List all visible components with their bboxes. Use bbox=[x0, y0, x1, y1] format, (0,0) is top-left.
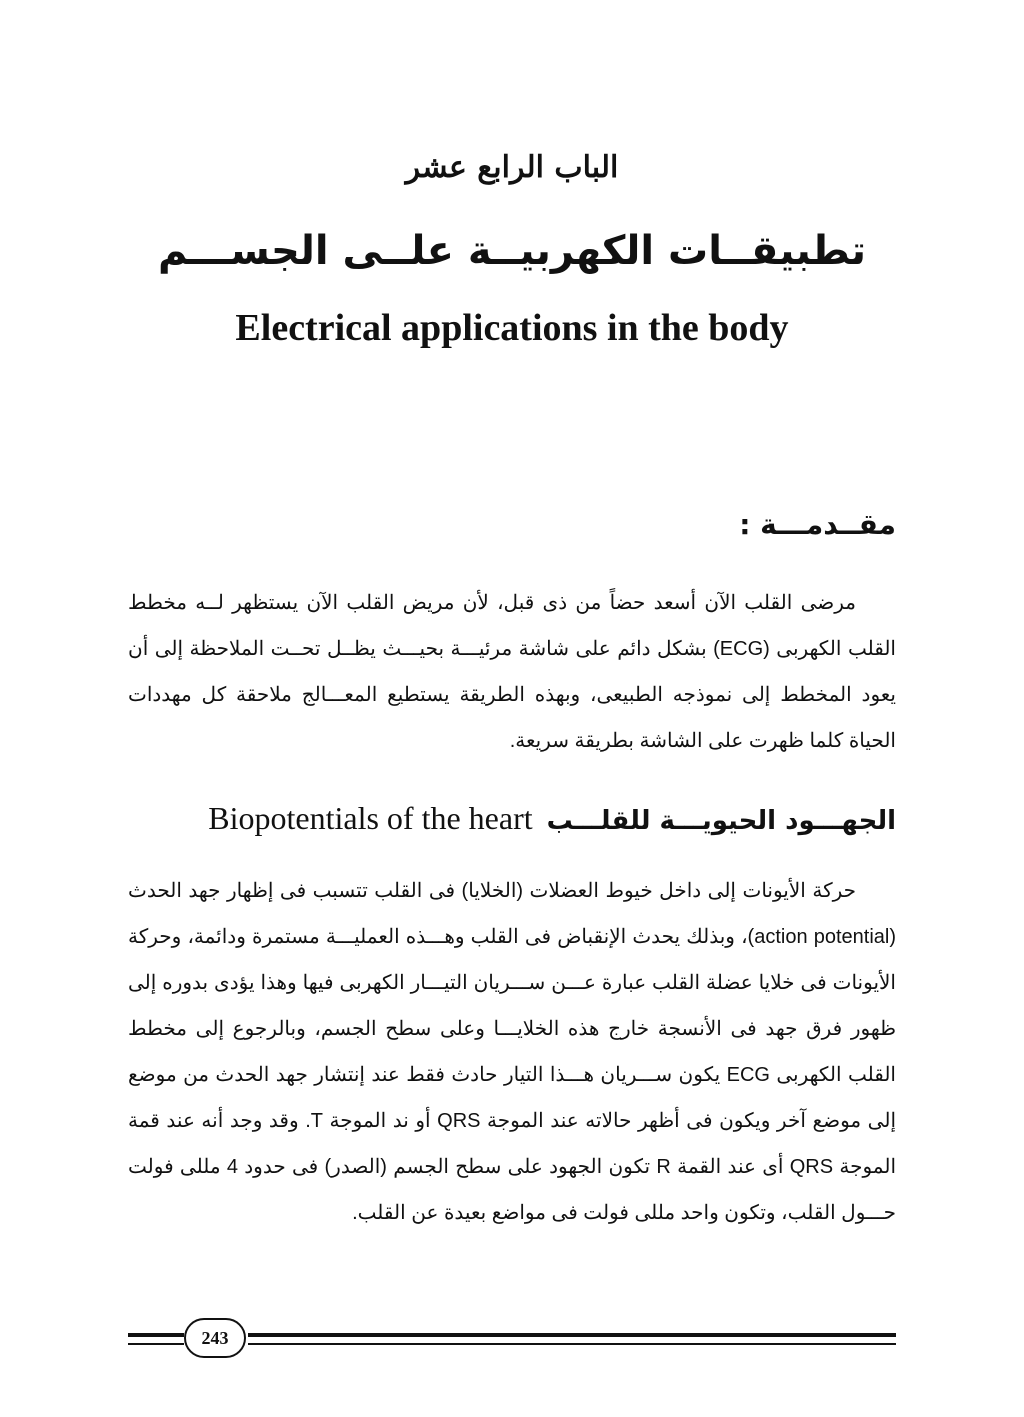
page-number: 243 bbox=[184, 1318, 246, 1358]
chapter-title-arabic: تطبيقــات الكهربيــة علــى الجســـم bbox=[157, 228, 867, 274]
section-heading-arabic: الجهـــود الحيويـــة للقلـــب bbox=[546, 806, 896, 836]
page-footer bbox=[128, 1318, 896, 1362]
section-heading bbox=[128, 800, 896, 837]
section-paragraph: حركة الأيونات إلى داخل خيوط العضلات (الخلايا) فى القلب تتسبب فى إظهار جهد الحدث (action potential)، وبذلك يحدث الإنقباض فى القلب وهـــذه العمليـــة مستمرة ودائمة، وحركة الأيونات فى خلايا عضلة القلب عبارة عـــن ســـريان التيـــار الكهربى فيها وهذا يؤدى بدوره إلى ظهور فرق جهد فى الأنسجة خارج هذه الخلايـــا وعلى سطح الجسم، وبالرجوع إلى مخطط القلب الكهربى ECG يكون ســـريان هـــذا التيار حادث فقط عند إنتشار جهد الحدث من موضع إلى موضع آخر ويكون فى أظهر حالاته عند الموجة QRS أو ند الموجة T. وقد وجد أنه عند قمة الموجة QRS أى عند القمة R تكون الجهود على سطح الجسم (الصدر) فى حدود 4 مللى فولت حـــول القلب، وتكون واحد مللى فولت فى مواضع بعيدة عن القلب. bbox=[128, 880, 897, 1224]
intro-heading: مقــدمـــة : bbox=[739, 508, 896, 541]
footer-rule-right bbox=[248, 1333, 896, 1345]
chapter-title-english: Electrical applications in the body bbox=[235, 307, 789, 349]
chapter-label: الباب الرابع عشر bbox=[405, 150, 619, 185]
intro-paragraph: مرضى القلب الآن أسعد حضاً من ذى قبل، لأن مريض القلب الآن يستظهر لــه مخطط القلب الكهربى (ECG) بشكل دائم على شاشة مرئيـــة بحيـــث يظــل تحــت الملاحظة إلى أن يعود المخطط إلى نموذجه الطبيعى، وبهذه الطريقة يستطيع المعـــالج ملاحقة كل مهددات الحياة كلما ظهرت على الشاشة بطريقة سريعة. bbox=[128, 592, 896, 752]
section-heading-english: Biopotentials of the heart bbox=[208, 800, 533, 836]
footer-rule-left bbox=[128, 1333, 184, 1345]
